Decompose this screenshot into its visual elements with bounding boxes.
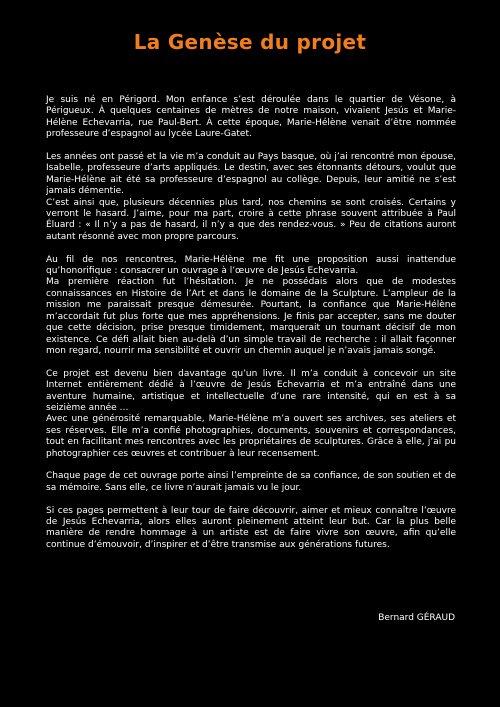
paragraph-purpose: Si ces pages permettent à leur tour de faire découvrir, aimer et mieux connaître l’œuvre de Jesús Echevarria, alors elles auront pleinement atteint leur but. Car la plus belle manière de rendre hommage à un artiste est de faire vivre son œuvre, afin qu’elle continue d’émouvoir, d’inspirer et d’être transmise aux générations futures. [46, 505, 456, 550]
author-signature: Bernard GÉRAUD [378, 613, 455, 623]
page-title: La Genèse du projet [133, 30, 367, 54]
paragraph-childhood: Je suis né en Périgord. Mon enfance s’est déroulée dans le quartier de Vésone, à Périgueux. À quelques centaines de mètres de notre maison, vivaient Jesús et Marie-Hélène Echevarria, rue Paul-Bert. À cette époque, Marie-Hélène venait d’être nommée professeure d’espagnol au lycée Laure-Gatet. [46, 95, 456, 140]
paragraph-archives: Avec une générosité remarquable, Marie-Hélène m’a ouvert ses archives, ses ateliers et ses réserves. Elle m’a confié photographies, documents, souvenirs et correspondances, tout en facilitant mes rencontres avec les propriétaires de sculptures. Grâce à elle, j’ai pu photographier ces œuvres et contribuer à leur recensement. [46, 414, 456, 459]
paragraph-beyond-book: Ce projet est devenu bien davantage qu’un livre. Il m’a conduit à concevoir un site Internet entièrement dédié à l’œuvre de Jesús Echevarria et m’a entraîné dans une aventure humaine, artistique et intellectuelle d’une rare intensité, qui en est à sa seizième année … [46, 368, 456, 413]
paragraph-basque-country: Les années ont passé et la vie m’a conduit au Pays basque, où j’ai rencontré mon épouse, Isabelle, professeure d’arts appliqués. Le destin, avec ses étonnants détours, voulut que Marie-Hélène ait été sa professeure d’espagnol au collège. Depuis, leur amitié ne s’est jamais démentie. [46, 152, 456, 197]
document-body [46, 95, 456, 563]
paragraph-chance-meeting: C’est ainsi que, plusieurs décennies plus tard, nos chemins se sont croisés. Certains y verront le hasard. J’aime, pour ma part, croire à cette phrase souvent attribuée à Paul Éluard : « Il n’y a pas de hasard, il n’y a que des rendez-vous. » Peu de citations auront autant résonné avec mon propre parcours. [46, 197, 456, 242]
paragraph-hesitation: Ma première réaction fut l’hésitation. Je ne possédais alors que de modestes connaissances en Histoire de l’Art et dans le domaine de la Sculpture. L’ampleur de la mission me paraissait presque démesurée. Pourtant, la confiance que Marie-Hélène m’accordait fut plus forte que mes appréhensions. Je finis par accepter, sans me douter que cette décision, prise presque timidement, marquerait un tournant décisif de mon existence. Ce défi allait bien au-delà d’un simple travail de recherche : il allait façonner mon regard, nourrir ma sensibilité et ouvrir un chemin auquel je n’avais jamais songé. [46, 277, 456, 356]
paragraph-proposal: Au fil de nos rencontres, Marie-Hélène me fit une proposition aussi inattendue qu’honorifique : consacrer un ouvrage à l’œuvre de Jesús Echevarria. [46, 254, 456, 277]
paragraph-gratitude: Chaque page de cet ouvrage porte ainsi l’empreinte de sa confiance, de son soutien et de sa mémoire. Sans elle, ce livre n’aurait jamais vu le jour. [46, 471, 456, 493]
